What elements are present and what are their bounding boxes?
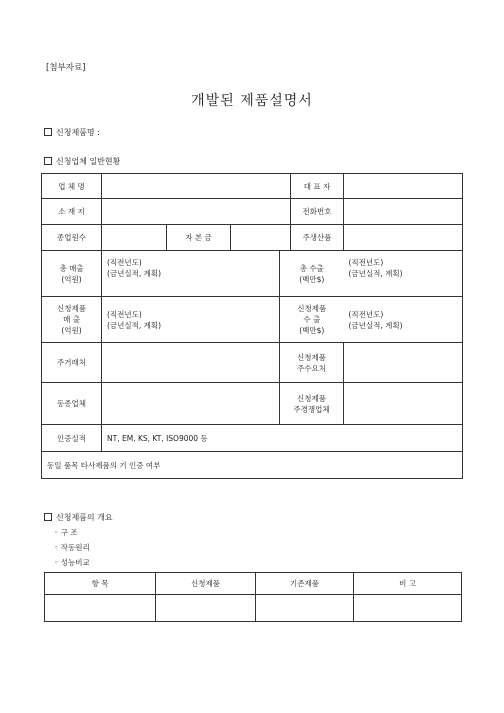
product-export-field[interactable]: (직전년도) (금년실적, 계획) xyxy=(344,297,463,343)
address-label: 소 재 지 xyxy=(42,199,102,225)
section-product-outline xyxy=(44,512,113,523)
company-name-label: 업 체 명 xyxy=(42,174,102,199)
bullet-structure: ◦ 구 조 xyxy=(54,528,78,537)
remarks-cell[interactable] xyxy=(354,595,462,622)
main-products-field[interactable] xyxy=(344,225,463,251)
representative-field[interactable] xyxy=(344,174,463,199)
header-applied-product: 신청제품 xyxy=(156,573,256,595)
company-overview-table xyxy=(41,173,463,479)
header-item: 항 목 xyxy=(45,573,156,595)
applied-product-cell[interactable] xyxy=(156,595,256,622)
phone-label: 전화번호 xyxy=(291,199,344,225)
certification-value[interactable]: NT, EM, KS, KT, ISO9000 등 xyxy=(102,425,463,452)
section-product-name xyxy=(44,127,100,138)
product-main-consumers-label: 신청제품 주수요처 xyxy=(280,343,344,383)
employees-label: 종업원수 xyxy=(42,225,102,251)
item-cell[interactable] xyxy=(45,595,156,622)
checkbox-square-icon xyxy=(44,157,52,165)
header-remarks: 비 고 xyxy=(354,573,462,595)
checkbox-square-icon xyxy=(44,128,52,136)
main-clients-field[interactable] xyxy=(102,343,280,383)
document-title: 개발된 제품설명서 xyxy=(191,93,313,109)
section-company-overview xyxy=(44,156,120,167)
product-sales-label: 신청제품 매 출 (억원) xyxy=(42,297,102,343)
total-sales-label: 총 매출 (억원) xyxy=(42,251,102,297)
product-export-label: 신청제품 수 출 (백만$) xyxy=(280,297,344,343)
competitors-field[interactable] xyxy=(102,383,280,425)
competitors-label: 동종업체 xyxy=(42,383,102,425)
total-export-label: 총 수출 (백만$) xyxy=(280,251,344,297)
header-existing-product: 기존제품 xyxy=(256,573,354,595)
existing-product-cell[interactable] xyxy=(256,595,354,622)
main-products-label: 주생산품 xyxy=(291,225,344,251)
attachment-label: [첨부자료] xyxy=(46,63,86,73)
checkbox-square-icon xyxy=(44,513,52,521)
section-label: 신청업체 일반현황 xyxy=(56,157,121,166)
bullet-performance-comparison: ◦ 성능비교 xyxy=(54,558,90,567)
product-main-competitors-field[interactable] xyxy=(344,383,463,425)
employees-field[interactable] xyxy=(102,225,167,251)
section-label: 신청제품의 개요 xyxy=(56,513,113,522)
bullet-operating-principle: ◦ 작동원리 xyxy=(54,543,90,552)
total-sales-field[interactable]: (직전년도) (금년실적, 계획) xyxy=(102,251,280,297)
product-sales-field[interactable]: (직전년도) (금년실적, 계획) xyxy=(102,297,280,343)
certification-label: 인증실적 xyxy=(42,425,102,452)
section-label: 신청제품명 : xyxy=(56,128,100,137)
product-main-competitors-label: 신청제품 주경쟁업체 xyxy=(280,383,344,425)
product-main-consumers-field[interactable] xyxy=(344,343,463,383)
address-field[interactable] xyxy=(102,199,291,225)
total-export-field[interactable]: (직전년도) (금년실적, 계획) xyxy=(344,251,463,297)
capital-label: 자 본 금 xyxy=(167,225,231,251)
company-name-field[interactable] xyxy=(102,174,291,199)
main-clients-label: 주거래처 xyxy=(42,343,102,383)
same-item-certification-row[interactable]: 동일 품목 타사제품의 기 인증 여부 xyxy=(42,452,463,479)
phone-field[interactable] xyxy=(344,199,463,225)
representative-label: 대 표 자 xyxy=(291,174,344,199)
capital-field[interactable] xyxy=(231,225,291,251)
comparison-table xyxy=(44,572,462,622)
